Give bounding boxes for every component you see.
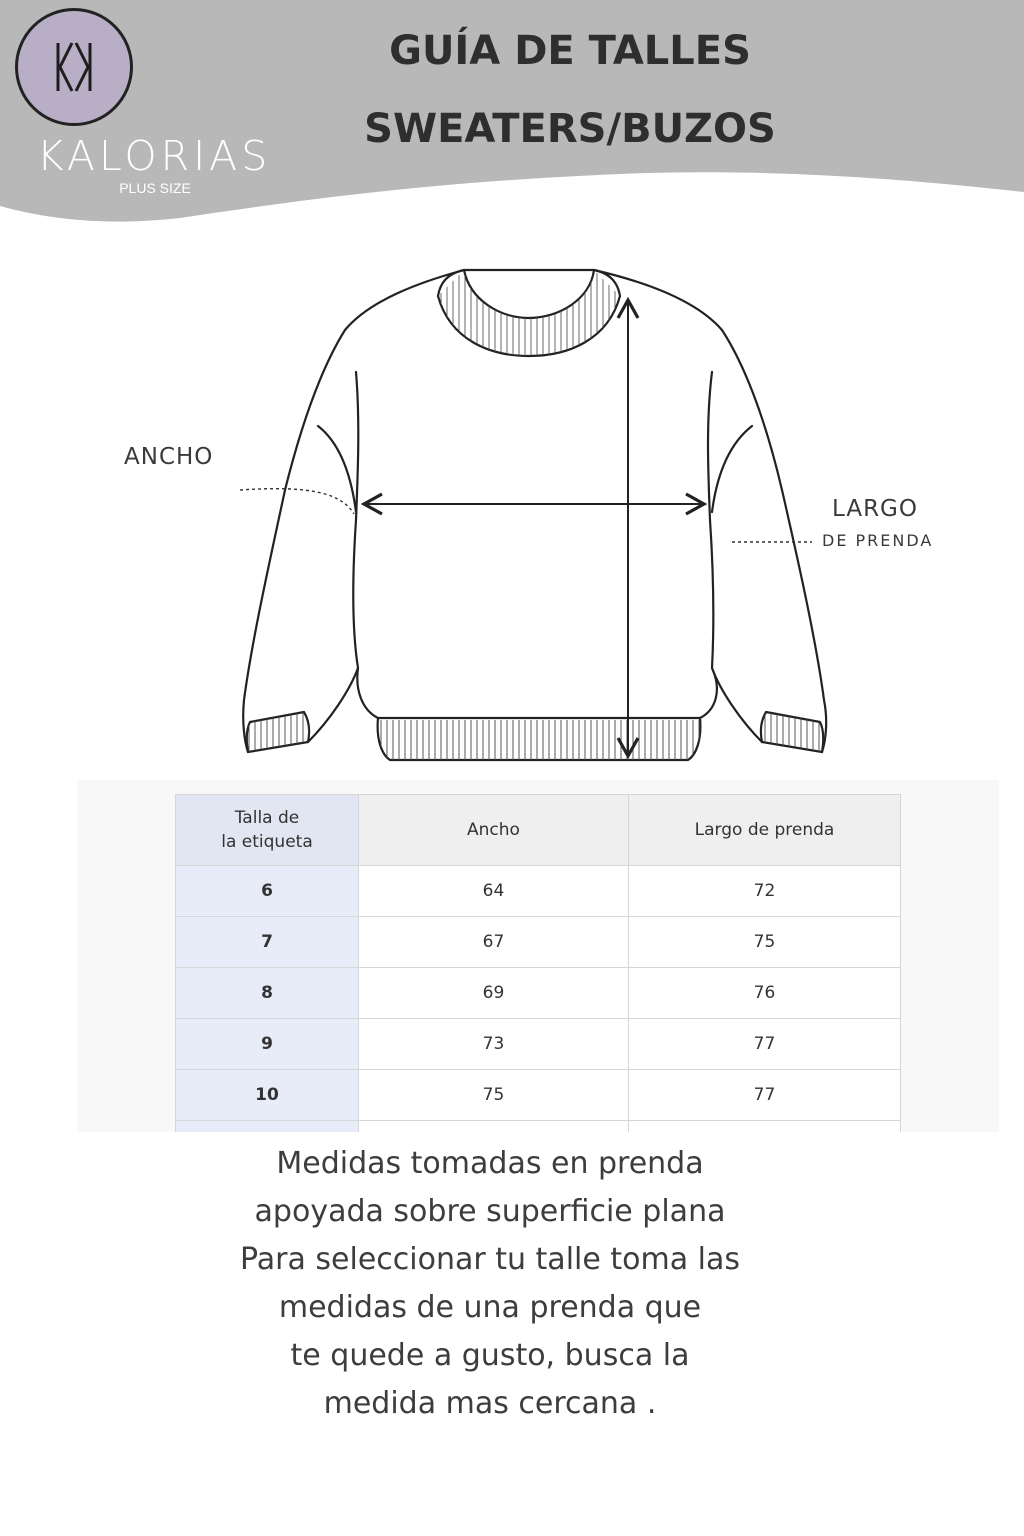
size-table (175, 794, 901, 1132)
cell-size: 8 (176, 968, 359, 1019)
cell-length: 77 (629, 1070, 901, 1121)
note-line: medida mas cercana . (323, 1386, 657, 1421)
cell-width-empty (359, 1121, 629, 1133)
table-row (176, 866, 901, 917)
width-label: ANCHO (124, 444, 214, 470)
cell-size: 6 (176, 866, 359, 917)
cell-size: 9 (176, 1019, 359, 1070)
cell-width: 67 (359, 917, 629, 968)
note-line: Para seleccionar tu talle toma las (240, 1242, 740, 1277)
cell-size-empty (176, 1121, 359, 1133)
cell-length: 75 (629, 917, 901, 968)
note-line: te quede a gusto, busca la (290, 1338, 690, 1373)
table-row (176, 917, 901, 968)
cell-width: 75 (359, 1070, 629, 1121)
cell-length: 77 (629, 1019, 901, 1070)
cell-width: 73 (359, 1019, 629, 1070)
cell-size: 7 (176, 917, 359, 968)
note-line: medidas de una prenda que (278, 1290, 702, 1325)
brand-name: KALORIAS (36, 132, 272, 180)
header-width: Ancho (359, 795, 629, 866)
measurement-notes (160, 1140, 820, 1428)
header-size-line1: Talla de (234, 808, 300, 828)
logo-monogram-icon (15, 8, 133, 126)
brand-tagline: PLUS SIZE (119, 180, 191, 196)
cell-width: 64 (359, 866, 629, 917)
cell-length: 76 (629, 968, 901, 1019)
table-header-row (176, 795, 901, 866)
table-row (176, 1019, 901, 1070)
table-row-cut-off (176, 1121, 901, 1133)
table-row (176, 968, 901, 1019)
cell-size: 10 (176, 1070, 359, 1121)
header-length: Largo de prenda (629, 795, 901, 866)
size-table-panel (77, 780, 999, 1132)
header-size-line2: la etiqueta (221, 832, 313, 852)
page-title: GUÍA DE TALLES (389, 28, 751, 74)
note-line: apoyada sobre superficie plana (254, 1194, 726, 1229)
page-subtitle: SWEATERS/BUZOS (364, 106, 776, 152)
header-size (176, 795, 359, 866)
table-row (176, 1070, 901, 1121)
cell-length-empty (629, 1121, 901, 1133)
length-label: LARGO (832, 496, 918, 522)
cell-length: 72 (629, 866, 901, 917)
cell-width: 69 (359, 968, 629, 1019)
length-sublabel: DE PRENDA (822, 531, 934, 550)
note-line: Medidas tomadas en prenda (276, 1146, 704, 1181)
